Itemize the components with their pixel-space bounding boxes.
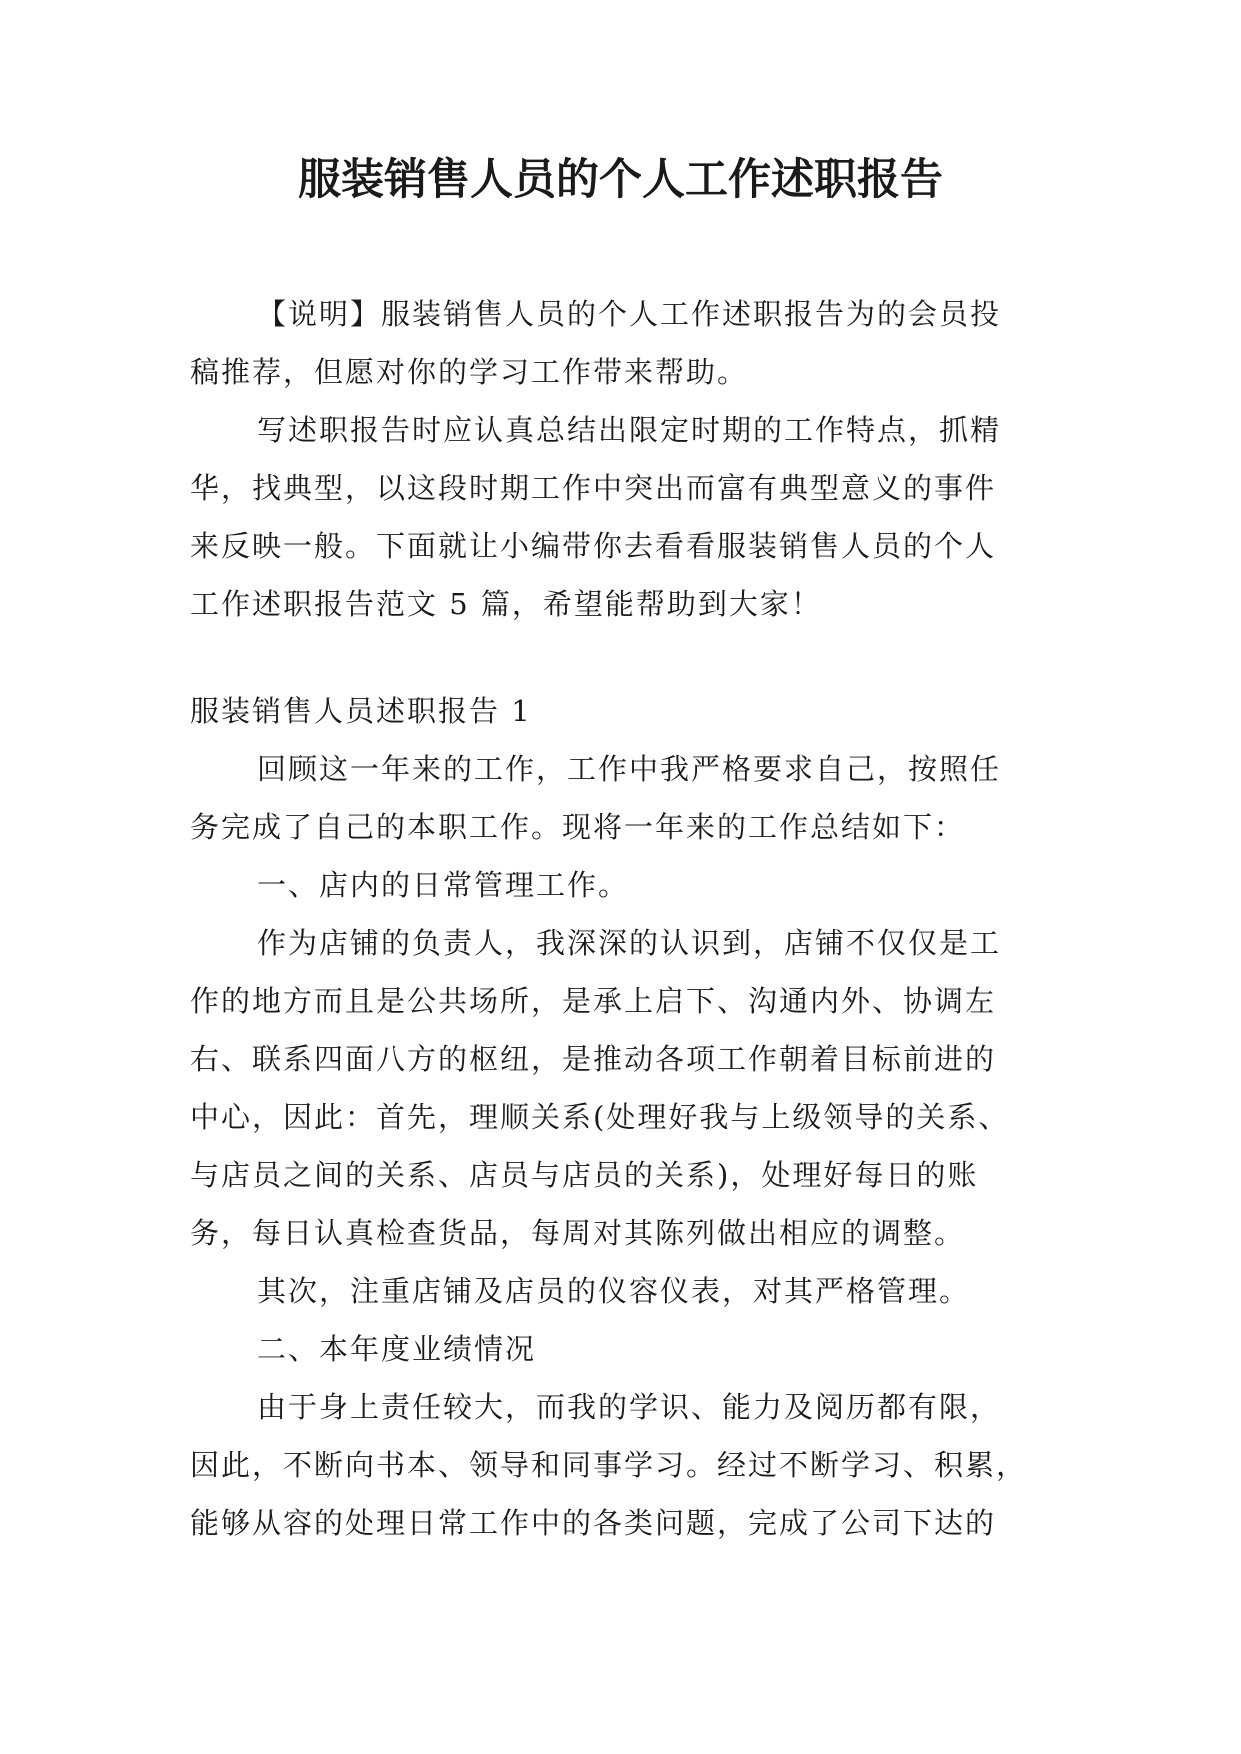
paragraph-line: 因此，不断向书本、领导和同事学习。经过不断学习、积累， (190, 1448, 1028, 1482)
paragraph-line: 与店员之间的关系、店员与店员的关系)，处理好每日的账 (190, 1158, 979, 1192)
paragraph-line: 作的地方而且是公共场所，是承上启下、沟通内外、协调左 (190, 984, 997, 1018)
paragraph-line: 能够从容的处理日常工作中的各类问题，完成了公司下达的 (190, 1506, 997, 1540)
document-body (190, 285, 1060, 1552)
document-title: 服装销售人员的个人工作述职报告 (298, 155, 943, 205)
paragraph-line: 回顾这一年来的工作，工作中我严格要求自己，按照任 (257, 752, 1002, 786)
list-item-heading: 二、本年度业绩情况 (257, 1332, 537, 1366)
paragraph-line: 中心，因此：首先，理顺关系(处理好我与上级领导的关系、 (190, 1100, 1010, 1134)
paragraph-line: 务，每日认真检查货品，每周对其陈列做出相应的调整。 (190, 1216, 966, 1250)
paragraph-line: 务完成了自己的本职工作。现将一年来的工作总结如下： (190, 810, 966, 844)
paragraph-line: 其次，注重店铺及店员的仪容仪表，对其严格管理。 (257, 1274, 971, 1308)
intro-line: 稿推荐，但愿对你的学习工作带来帮助。 (190, 355, 749, 389)
paragraph-line: 作为店铺的负责人，我深深的认识到，店铺不仅仅是工 (257, 926, 1002, 960)
list-item-heading: 一、店内的日常管理工作。 (257, 868, 630, 902)
paragraph-gap (190, 633, 1060, 682)
paragraph-line: 右、联系四面八方的枢纽，是推动各项工作朝着目标前进的 (190, 1042, 997, 1076)
paragraph-line: 由于身上责任较大，而我的学识、能力及阅历都有限， (257, 1390, 1002, 1424)
preface-line: 来反映一般。下面就让小编带你去看看服装销售人员的个人 (190, 529, 997, 563)
section-heading: 服装销售人员述职报告 1 (190, 694, 532, 728)
intro-line: 【说明】服装销售人员的个人工作述职报告为的会员投 (257, 297, 1002, 331)
preface-line: 华，找典型，以这段时期工作中突出而富有典型意义的事件 (190, 471, 997, 505)
preface-line: 写述职报告时应认真总结出限定时期的工作特点，抓精 (257, 413, 1002, 447)
preface-line: 工作述职报告范文 5 篇，希望能帮助到大家！ (190, 587, 822, 621)
